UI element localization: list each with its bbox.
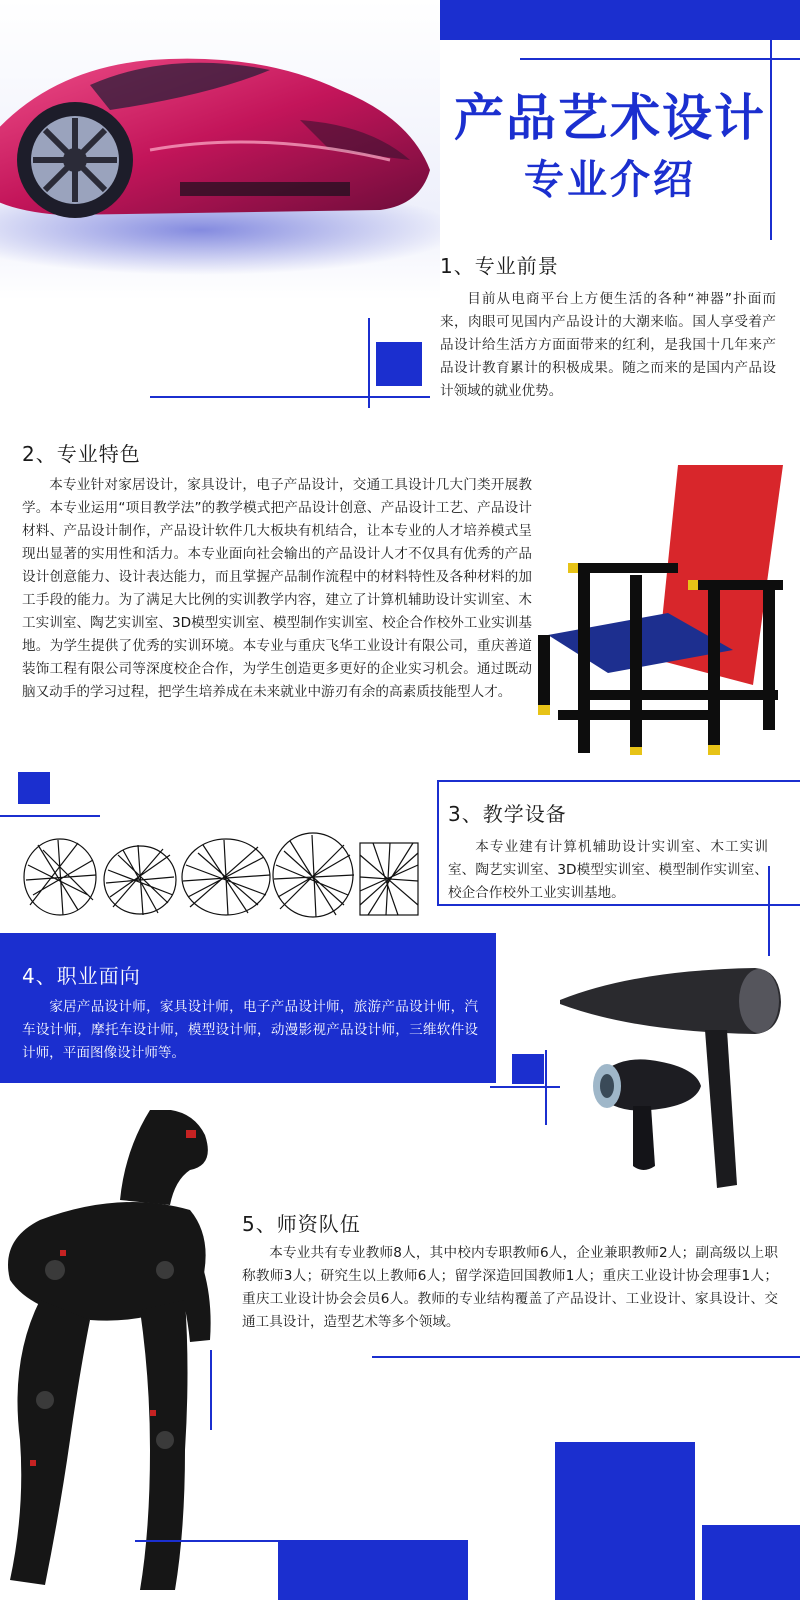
faculty-text: 本专业共有专业教师8人，其中校内专职教师6人，企业兼职教师2人；副高级以上职称教师3人；研究生以上教师6人；留学深造回国教师1人；重庆工业设计协会理事1人；重庆工业设计协会会员6人。教师的专业结构覆盖了产品设计、工业设计、家具设计、交通工具设计，造型艺术等多个领域。 <box>242 1245 778 1330</box>
section-heading-careers: 4、职业面向 <box>22 964 141 988</box>
features-text: 本专业针对家居设计，家具设计，电子产品设计，交通工具设计几大门类开展教学。本专业运用“项目教学法”的教学模式把产品设计创意、产品设计工艺、产品设计材料、产品设计制作，产品设计软件几大板块有机结合，让本专业的人才培养模式呈现出显著的实用性和活力。本专业面向社会输出的产品设计人才不仅具有优秀的产品设计创意能力、设计表达能力，而且掌握产品制作流程中的材料特性及各种材料的加工手段的能力。为了满足大比例的实训教学内容，建立了计算机辅助设计实训室、木工实训室、陶艺实训室、3D模型实训室、模型制作实训室、校企合作校外工业实训基地。为学生提供了优秀的实训环境。本专业与重庆飞华工业设计有限公司，重庆善道装饰工程有限公司等深度校企合作，为学生创造更多更好的企业实习机会。通过既动脑又动手的学习过程，把学生培养成在未来就业中游刃有余的高素质技能型人才。 <box>22 477 532 700</box>
sec5-line <box>372 1356 800 1358</box>
sports-car-image <box>0 0 440 300</box>
bottom-block-left <box>278 1540 468 1600</box>
careers-text: 家居产品设计师，家具设计师，电子产品设计师，旅游产品设计师，汽车设计师，摩托车设计师，模型设计师，动漫影视产品设计师，三维软件设计师，平面图像设计师等。 <box>22 999 478 1061</box>
bottom-block-center <box>555 1442 695 1600</box>
section-body-careers <box>22 996 478 1065</box>
section-body-features <box>22 474 532 704</box>
section-body-equipment <box>448 836 768 905</box>
red-blue-chair-image <box>538 455 788 765</box>
sec1-bottom-line <box>150 396 430 398</box>
section-body-faculty <box>242 1242 778 1334</box>
sec4-line-v <box>545 1050 547 1125</box>
hair-dryer-image <box>555 960 795 1200</box>
sec1-vertical-line <box>368 318 370 408</box>
wire-sculptures-image <box>18 825 428 925</box>
sec3-right-line <box>768 866 770 956</box>
sec5-left-line <box>210 1350 212 1430</box>
sec2-blue-square <box>18 772 50 804</box>
prospects-text: 目前从电商平台上方便生活的各种“神器”扑面而来，肉眼可见国内产品设计的大潮来临。国人享受着产品设计给生活方方面面带来的红利，是我国十几年来产品设计教育累计的积极成果。随之而来的是国内产品设计领域的就业优势。 <box>440 291 776 399</box>
sec4-line-h <box>490 1086 560 1088</box>
sec2-divider-line <box>0 815 100 817</box>
page-title: 产品艺术设计 <box>454 89 766 147</box>
section-heading-prospects: 1、专业前景 <box>440 254 559 278</box>
equipment-text: 本专业建有计算机辅助设计实训室、木工实训室、陶艺实训室、3D模型实训室、模型制作实训室、校企合作校外工业实训基地。 <box>448 839 768 901</box>
section-heading-faculty: 5、师资队伍 <box>242 1212 361 1236</box>
bottom-block-right <box>702 1525 800 1600</box>
sports-car-illustration <box>0 0 440 300</box>
wire-sculpture-2 <box>104 845 176 915</box>
wire-sculpture-4 <box>273 833 354 917</box>
wire-sculpture-5 <box>360 843 418 915</box>
title-top-line <box>520 58 800 60</box>
wire-sculpture-1 <box>24 839 96 915</box>
wire-sculpture-3 <box>182 839 270 915</box>
sec1-blue-square <box>376 342 422 386</box>
section-heading-features: 2、专业特色 <box>22 442 141 466</box>
section-heading-equipment: 3、教学设备 <box>448 802 567 826</box>
sec4-blue-square <box>512 1054 544 1084</box>
page-subtitle: 专业介绍 <box>524 157 696 203</box>
bottom-line <box>135 1540 435 1542</box>
hair-dryer-small <box>593 1059 701 1170</box>
robot-horse-image <box>0 1110 250 1600</box>
section-body-prospects <box>440 288 776 403</box>
top-right-bar <box>432 0 800 40</box>
